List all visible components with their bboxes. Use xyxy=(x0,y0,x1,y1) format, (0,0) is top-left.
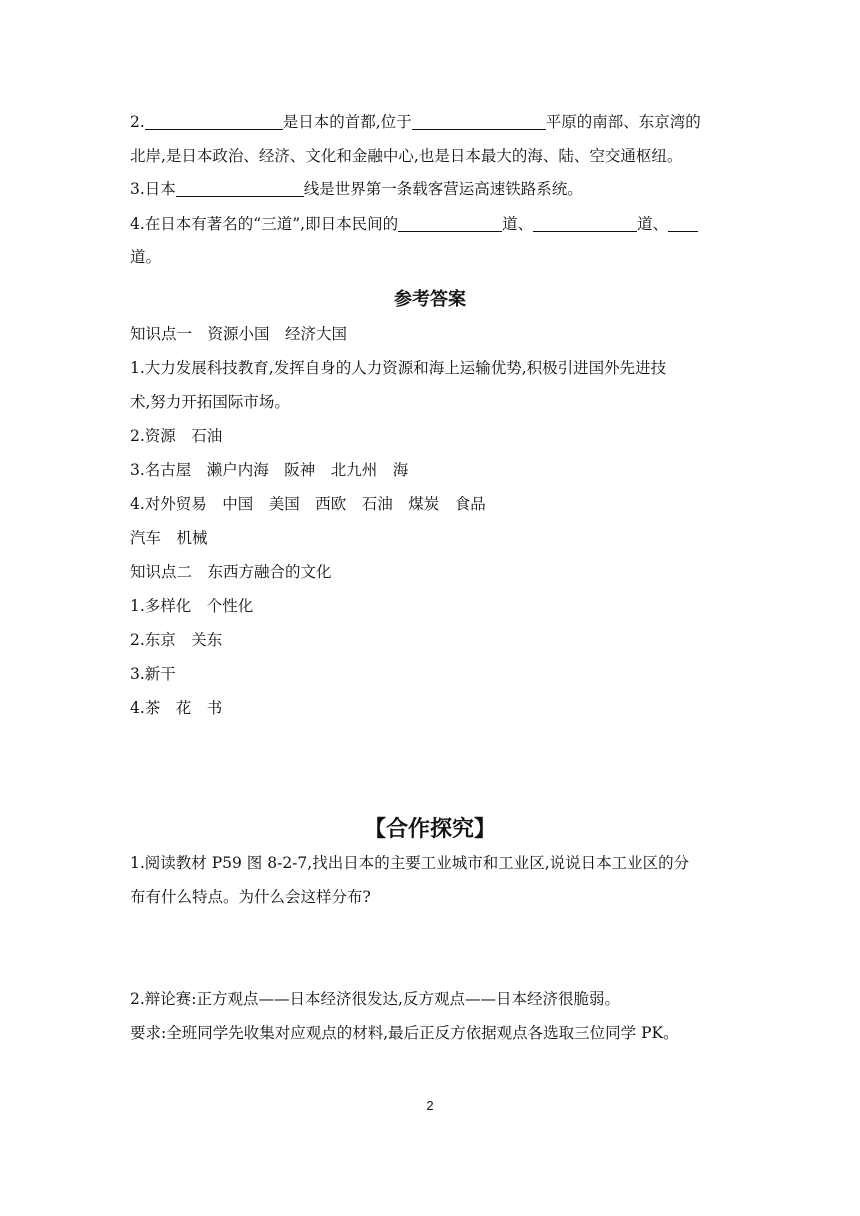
question-2-line-1 xyxy=(130,111,735,133)
answer-line: 4.茶 花 书 xyxy=(130,699,223,717)
answer-line: 4.对外贸易 中国 美国 西欧 石油 煤炭 食品 xyxy=(130,495,486,513)
cooperation-title: 【合作探究】 xyxy=(363,817,496,842)
cooperation-question-1-line-1: 1.阅读教材 P59 图 8-2-7,找出日本的主要工业城市和工业区,说说日本工业区的分 xyxy=(130,854,690,872)
question-3 xyxy=(130,178,735,200)
question-4-text-a: 道、 xyxy=(502,215,534,233)
answer-line: 3.名古屋 濑户内海 阪神 北九州 海 xyxy=(130,461,409,479)
blank-capital[interactable] xyxy=(145,113,283,130)
question-3-text: 线是世界第一条载客营运高速铁路系统。 xyxy=(303,180,583,198)
answer-line: 3.新干 xyxy=(130,665,176,683)
question-4-line-2: 道。 xyxy=(130,248,162,266)
answer-line: 1.多样化 个性化 xyxy=(130,597,254,615)
question-4-line-1 xyxy=(130,213,735,235)
answer-line: 2.资源 石油 xyxy=(130,427,223,445)
answer-line: 汽车 机械 xyxy=(130,529,208,547)
question-2-prefix: 2. xyxy=(130,113,145,131)
question-4-prefix: 4.在日本有著名的“三道”,即日本民间的 xyxy=(130,215,399,233)
answers-title: 参考答案 xyxy=(394,289,466,310)
answer-line: 术,努力开拓国际市场。 xyxy=(130,393,290,411)
answer-line: 知识点二 东西方融合的文化 xyxy=(130,563,332,581)
question-4-text-b: 道、 xyxy=(637,215,669,233)
question-2-text-b: 平原的南部、东京湾的 xyxy=(545,113,701,131)
blank-dao-2[interactable] xyxy=(533,215,637,232)
blank-dao-3[interactable] xyxy=(668,215,698,232)
answer-line: 知识点一 资源小国 经济大国 xyxy=(130,325,348,343)
question-3-prefix: 3.日本 xyxy=(130,180,176,198)
answer-line: 1.大力发展科技教育,发挥自身的人力资源和海上运输优势,积极引进国外先进技 xyxy=(130,359,667,377)
page-number: 2 xyxy=(426,1098,434,1113)
question-2-text-a: 是日本的首都,位于 xyxy=(282,113,412,131)
cooperation-question-2-line-2: 要求:全班同学先收集对应观点的材料,最后正反方依据观点各选取三位同学 PK。 xyxy=(130,1024,679,1042)
question-2-line-2: 北岸,是日本政治、经济、文化和金融中心,也是日本最大的海、陆、空交通枢纽。 xyxy=(130,147,683,165)
answer-line: 2.东京 关东 xyxy=(130,631,223,649)
blank-dao-1[interactable] xyxy=(398,215,502,232)
cooperation-question-1-line-2: 布有什么特点。为什么会这样分布? xyxy=(130,888,371,906)
blank-railway[interactable] xyxy=(176,180,304,197)
blank-plain[interactable] xyxy=(412,113,546,130)
cooperation-question-2-line-1: 2.辩论赛:正方观点——日本经济很发达,反方观点——日本经济很脆弱。 xyxy=(130,990,620,1008)
